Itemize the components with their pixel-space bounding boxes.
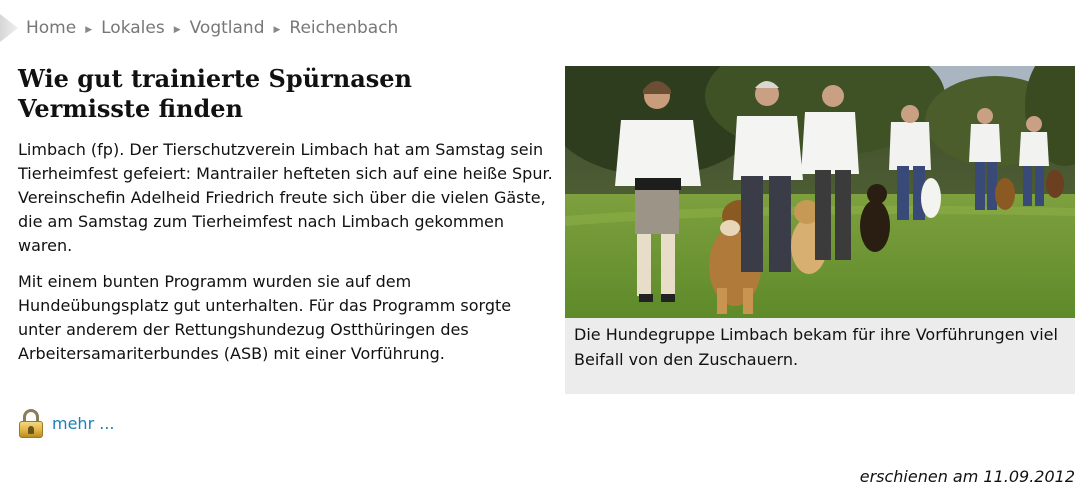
article-figure — [565, 66, 1075, 394]
breadcrumb — [0, 14, 398, 42]
breadcrumb-reichenbach-link[interactable]: Reichenbach — [289, 18, 399, 38]
more-link-label[interactable]: mehr ... — [52, 413, 115, 433]
more-link[interactable] — [18, 408, 115, 438]
article-photo — [565, 66, 1075, 318]
breadcrumb-home-link[interactable]: Home — [26, 18, 77, 38]
breadcrumb-lokales-link[interactable]: Lokales — [101, 18, 165, 38]
figure-caption: Die Hundegruppe Limbach bekam für ihre Vorführungen viel Beifall von den Zuschauern. — [574, 325, 1058, 369]
lock-icon — [18, 408, 44, 438]
breadcrumb-separator-icon: ▶ — [85, 25, 93, 35]
breadcrumb-separator-icon: ▶ — [173, 25, 181, 35]
article-paragraph: Mit einem bunten Programm wurden sie auf dem Hundeübungsplatz gut unterhalten. Für das Programm sorgte unter anderem der Rettungshundezug Ostthüringen des Arbeitersamariterbundes (ASB) mit einer Vorführung. — [18, 272, 512, 363]
published-date: erschienen am 11.09.2012 — [859, 467, 1075, 486]
breadcrumb-separator-icon: ▶ — [273, 25, 281, 35]
article-paragraph: Limbach (fp). Der Tierschutzverein Limbach hat am Samstag sein Tierheimfest gefeiert: Mantrailer hefteten sich auf eine heiße Spur. Vereinschefin Adelheid Friedrich freute sich über die vielen Gäste, die am Samstag zum Tierheimfest nach Limbach gekommen waren. — [18, 140, 553, 255]
article-title: Wie gut trainierte Spürnasen Vermisste finden — [18, 64, 412, 123]
breadcrumb-vogtland-link[interactable]: Vogtland — [189, 18, 265, 38]
breadcrumb-tab-decoration — [0, 14, 18, 42]
article-body — [18, 138, 553, 378]
